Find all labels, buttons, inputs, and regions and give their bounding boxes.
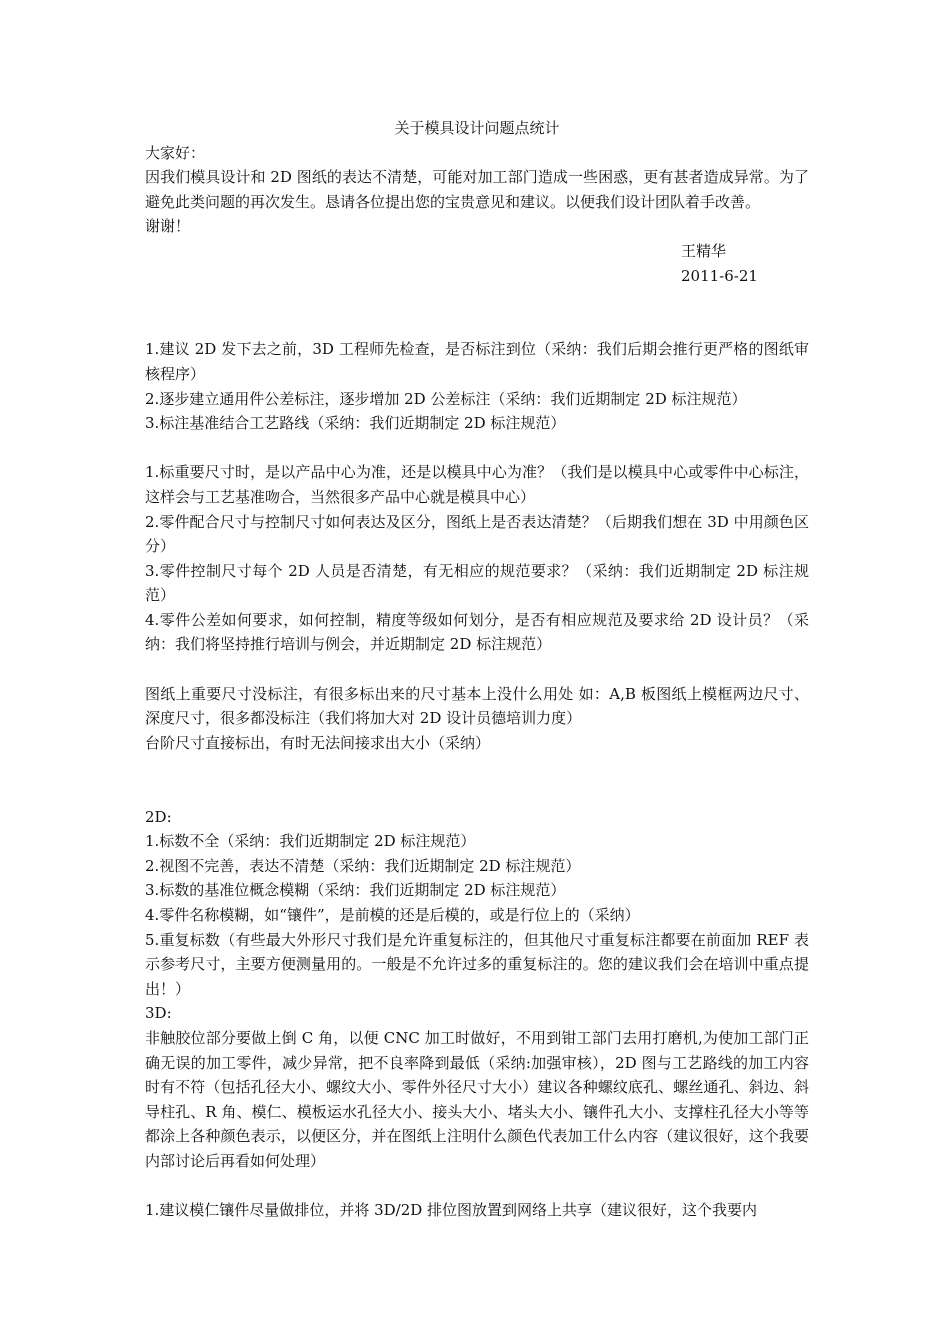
paragraph-3d: 非触胶位部分要做上倒 C 角，以便 CNC 加工时做好，不用到钳工部门去用打磨机,为使加工部门正确无误的加工零件，减少异常，把不良率降到最低（采纳:加强审核），2D 图与工艺路线的加工内容时有不符（包括孔径大小、螺纹大小、零件外径尺寸大小）建议各种螺纹底孔、螺丝通孔、斜边、斜导柱孔、R 角、模仁、模板运水孔径大小、接头大小、堵头大小、镶件孔大小、支撑柱孔径大小等等都涂上各种颜色表示，以便区分，并在图纸上注明什么颜色代表加工什么内容（建议很好，这个我要内部讨论后再看如何处理） bbox=[145, 1028, 809, 1170]
document-body bbox=[145, 116, 809, 1223]
spacer bbox=[145, 1174, 809, 1199]
list-item: 3.标数的基准位概念模糊（采纳：我们近期制定 2D 标注规范） bbox=[145, 881, 566, 900]
spacer bbox=[145, 436, 809, 461]
section-heading-2d: 2D: bbox=[145, 807, 172, 826]
list-item: 2.零件配合尺寸与控制尺寸如何表达及区分，图纸上是否表达清楚？（后期我们想在 3D 中用颜色区分） bbox=[145, 512, 809, 556]
spacer bbox=[145, 313, 809, 338]
list-item: 2.逐步建立通用件公差标注，逐步增加 2D 公差标注（采纳：我们近期制定 2D 标注规范） bbox=[145, 389, 747, 408]
spacer bbox=[145, 780, 809, 805]
signature-date: 2011-6-21 bbox=[681, 266, 758, 285]
section-heading-3d: 3D: bbox=[145, 1004, 172, 1023]
list-item: 3.零件控制尺寸每个 2D 人员是否清楚，有无相应的规范要求？（采纳：我们近期制定 2D 标注规范） bbox=[145, 561, 809, 605]
document-title: 关于模具设计问题点统计 bbox=[394, 119, 560, 137]
intro-paragraph: 因我们模具设计和 2D 图纸的表达不清楚，可能对加工部门造成一些困惑，更有甚者造成异常。为了避免此类问题的再次发生。恳请各位提出您的宝贵意见和建议。以便我们设计团队着手改善。 bbox=[145, 168, 809, 211]
list-item: 5.重复标数（有些最大外形尺寸我们是允许重复标注的，但其他尺寸重复标注都要在前面加 REF 表示参考尺寸，主要方便测量用的。一般是不允许过多的重复标注的。您的建议我们会在培训中重点提出！） bbox=[145, 930, 809, 998]
paragraph: 图纸上重要尺寸没标注，有很多标出来的尺寸基本上没什么用处 如：A,B 板图纸上模框两边尺寸、深度尺寸，很多都没标注（我们将加大对 2D 设计员德培训力度） bbox=[145, 684, 809, 728]
spacer bbox=[145, 657, 809, 682]
list-item: 1.标重要尺寸时，是以产品中心为准，还是以模具中心为准？（我们是以模具中心或零件中心标注，这样会与工艺基准吻合，当然很多产品中心就是模具中心） bbox=[145, 463, 809, 506]
list-item: 1.建议模仁镶件尽量做排位，并将 3D/2D 排位图放置到网络上共享（建议很好，这个我要内 bbox=[145, 1201, 758, 1220]
list-item: 1.标数不全（采纳：我们近期制定 2D 标注规范） bbox=[145, 832, 476, 851]
list-item: 4.零件名称模糊，如“镶件”，是前模的还是后模的，或是行位上的（采纳） bbox=[145, 906, 640, 924]
signature-name: 王精华 bbox=[681, 241, 727, 260]
greeting: 大家好： bbox=[145, 143, 206, 162]
list-item: 2.视图不完善，表达不清楚（采纳：我们近期制定 2D 标注规范） bbox=[145, 856, 581, 875]
list-item: 4.零件公差如何要求，如何控制，精度等级如何划分，是否有相应规范及要求给 2D 设计员？（采纳：我们将坚持推行培训与例会，并近期制定 2D 标注规范） bbox=[145, 610, 809, 654]
paragraph: 台阶尺寸直接标出，有时无法间接求出大小（采纳） bbox=[145, 733, 491, 752]
list-item: 3.标注基准结合工艺路线（采纳：我们近期制定 2D 标注规范） bbox=[145, 414, 566, 433]
list-item: 1.建议 2D 发下去之前，3D 工程师先检查，是否标注到位（采纳：我们后期会推行更严格的图纸审核程序） bbox=[145, 340, 809, 383]
thanks-line: 谢谢！ bbox=[145, 217, 191, 236]
spacer bbox=[145, 755, 809, 780]
